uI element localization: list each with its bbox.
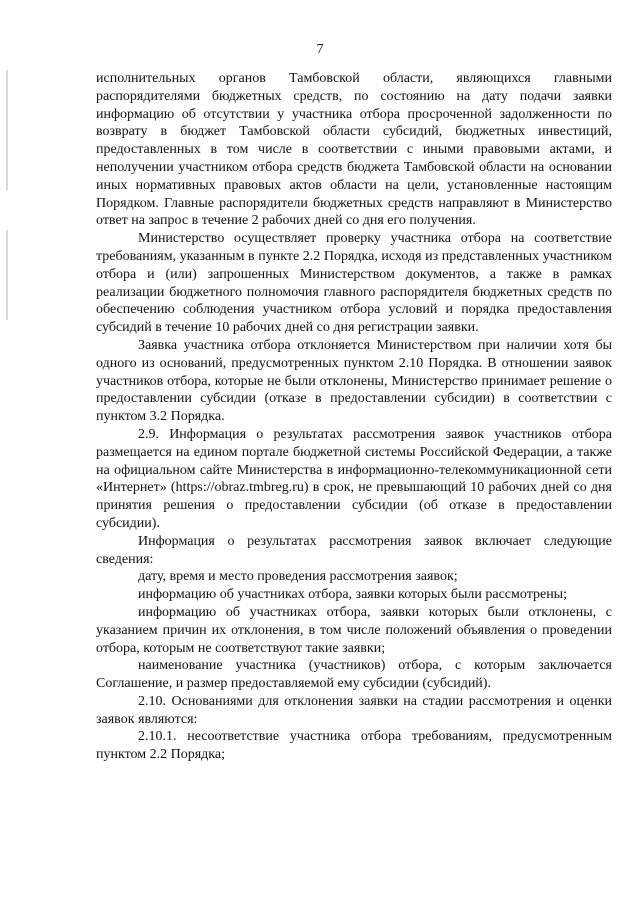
paragraph-results-info: Информация о результатах рассмотрения заявок включает следующие сведения:: [96, 533, 612, 567]
list-item: информацию об участниках отбора, заявки которых были рассмотрены;: [138, 587, 567, 603]
document-body: [96, 70, 612, 764]
scan-margin-mark: [6, 230, 8, 320]
paragraph-clause-2-9: 2.9. Информация о результатах рассмотрения заявок участников отбора размещается на едином портале бюджетной системы Российской Федерации, а также на официальном сайте Министерства в информационно-телекоммуникационной сети «Интернет» (https://obraz.tmbreg.ru) в срок, не превышающий 10 рабочих дней со дня принятия решения о предоставлении субсидии (об отказе в предоставлении субсидии).: [96, 426, 612, 531]
list-item: дату, время и место проведения рассмотрения заявок;: [138, 569, 458, 585]
list-item: информацию об участниках отбора, заявки которых были отклонены, с указанием причин их отклонения, в том числе положений объявления о проведении отбора, которым не соответствуют такие заявки;: [96, 604, 612, 656]
scan-margin-mark: [6, 70, 8, 190]
page-number: 7: [316, 42, 324, 57]
paragraph-clause-2-10-1: 2.10.1. несоответствие участника отбора требованиям, предусмотренным пунктом 2.2 Порядка;: [96, 729, 612, 763]
paragraph-rejection: Заявка участника отбора отклоняется Министерством при наличии хотя бы одного из оснований, предусмотренных пунктом 2.10 Порядка. В отношении заявок участников отбора, которые не были отклонены, Министерство принимает решение о предоставлении субсидии (отказе в предоставлении субсидии) в соответствии с пунктом 3.2 Порядка.: [96, 337, 612, 425]
paragraph-continuation: исполнительных органов Тамбовской области, являющихся главными распорядителями бюджетных средств, по состоянию на дату подачи заявки информацию об отсутствии у участника отбора просроченной задолженности по возврату в бюджет Тамбовской области субсидий, бюджетных инвестиций, предоставленных в том числе в соответствии с иными правовыми актами, и неполучении участником отбора средств бюджета Тамбовской области на основании иных нормативных правовых актов области на цели, установленные настоящим Порядком. Главные распорядители бюджетных средств направляют в Министерство ответ на запрос в течение 2 рабочих дней со дня его получения.: [96, 71, 612, 229]
paragraph-clause-2-10: 2.10. Основаниями для отклонения заявки на стадии рассмотрения и оценки заявок являются:: [96, 693, 612, 727]
list-item: наименование участника (участников) отбора, с которым заключается Соглашение, и размер предоставляемой ему субсидии (субсидий).: [96, 658, 612, 692]
paragraph-verification: Министерство осуществляет проверку участника отбора на соответствие требованиям, указанным в пункте 2.2 Порядка, исходя из представленных участником отбора и (или) запрошенных Министерством документов, а также в рамках реализации бюджетного полномочия главного распорядителя бюджетных средств по обеспечению соблюдения участником отбора условий и порядка предоставления субсидий в течение 10 рабочих дней со дня регистрации заявки.: [96, 231, 612, 336]
